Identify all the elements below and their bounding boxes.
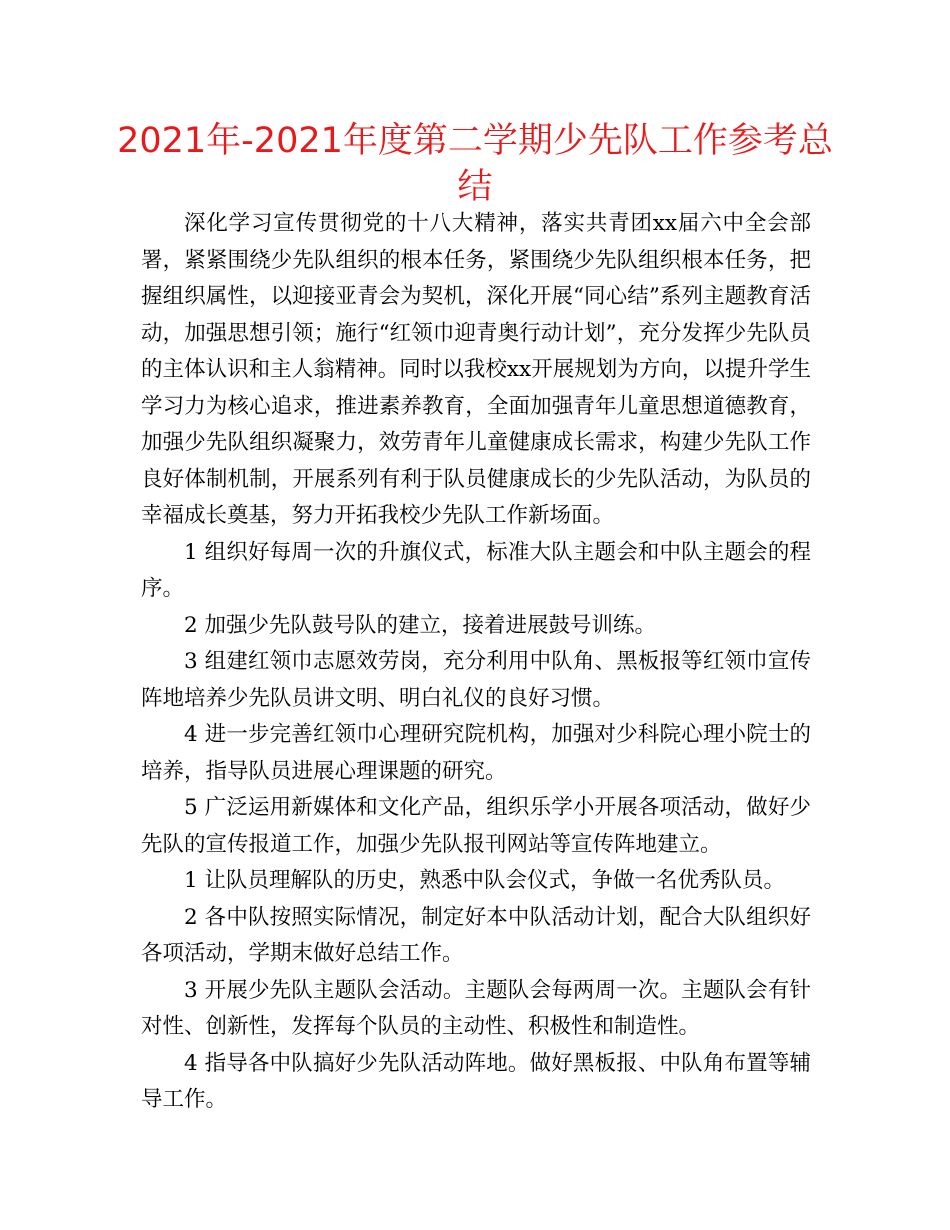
paragraph-item: 2 各中队按照实际情况，制定好本中队活动计划，配合大队组织好各项活动，学期末做好总结工作。 [141,904,811,966]
document-title: 2021年-2021年度第二学期少先队工作参考总结 [117,121,833,207]
paragraph-item: 3 开展少先队主题队会活动。主题队会每两周一次。主题队会有针对性、创新性，发挥每个队员的主动性、积极性和制造性。 [141,977,811,1039]
paragraph-item: 5 广泛运用新媒体和文化产品，组织乐学小开展各项活动，做好少先队的宣传报道工作，加强少先队报刊网站等宣传阵地建立。 [141,795,811,857]
paragraph-item: 1 组织好每周一次的升旗仪式，标准大队主题会和中队主题会的程序。 [141,539,811,601]
paragraph-item: 2 加强少先队鼓号队的建立，接着进展鼓号训练。 [184,612,657,638]
paragraph-intro: 深化学习宣传贯彻党的十八大精神，落实共青团xx届六中全会部署，紧紧围绕少先队组织的根本任务，紧围绕少先队组织根本任务，把握组织属性，以迎接亚青会为契机，深化开展“同心结”系列主题教育活动，加强思想引领；施行“红领巾迎青奥行动计划”，充分发挥少先队员的主体认识和主人翁精神。同时以我校xx开展规划为方向，以提升学生学习力为核心追求，推进素养教育，全面加强青年儿童思想道德教育，加强少先队组织凝聚力，效劳青年儿童健康成长需求，构建少先队工作良好体制机制，开展系列有利于队员健康成长的少先队活动，为队员的幸福成长奠基，努力开拓我校少先队工作新场面。 [141,211,811,528]
paragraph-item: 4 进一步完善红领巾心理研究院机构，加强对少科院心理小院士的培养，指导队员进展心理课题的研究。 [141,722,811,784]
document-body [141,206,811,1119]
paragraph-item: 1 让队员理解队的历史，熟悉中队会仪式，争做一名优秀队员。 [184,868,786,893]
paragraph-item: 4 指导各中队搞好少先队活动阵地。做好黑板报、中队角布置等辅导工作。 [141,1050,811,1112]
paragraph-item: 3 组建红领巾志愿效劳岗，充分利用中队角、黑板报等红领巾宣传阵地培养少先队员讲文明、明白礼仪的良好习惯。 [141,649,811,711]
